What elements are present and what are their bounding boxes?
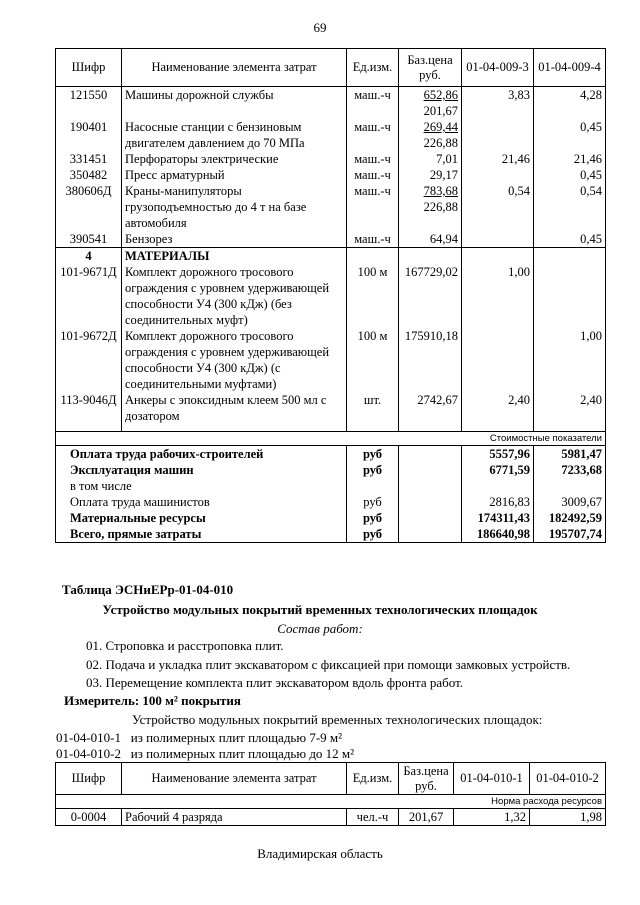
name-cell: Краны-манипуляторы грузоподъемностью до 4 т на базе автомобиля: [122, 183, 347, 231]
empty-cell: [399, 248, 462, 265]
value-cell-a: [462, 231, 534, 248]
value-cell-a: 2,40: [462, 392, 534, 424]
value-cell-b: 2,40: [534, 392, 606, 424]
unit-cell: маш.-ч: [347, 167, 399, 183]
code-cell: 101-9672Д: [56, 328, 122, 392]
summary-row: [56, 445, 606, 462]
unit-cell: шт.: [347, 392, 399, 424]
name-cell: Машины дорожной службы: [122, 87, 347, 120]
value-cell-a: 2816,83: [462, 494, 534, 510]
value-cell-a: 21,46: [462, 151, 534, 167]
base-price-cell: 2742,67: [399, 392, 462, 424]
value-cell-b: [534, 478, 606, 494]
measure-label: Измеритель: 100 м² покрытия: [64, 693, 241, 708]
base-price-secondary: 226,88: [423, 200, 458, 214]
header-name: Наименование элемента затрат: [122, 49, 347, 87]
value-cell-a: 0,54: [462, 183, 534, 231]
unit-cell: маш.-ч: [347, 87, 399, 120]
empty-cell: [534, 248, 606, 265]
header-unit: Ед.изм.: [347, 763, 399, 795]
header-col-a: 01-04-010-1: [454, 763, 530, 795]
value-cell-a: 1,32: [454, 809, 530, 826]
value-cell-b: 0,45: [534, 167, 606, 183]
header-code: Шифр: [56, 763, 122, 795]
section-name: МАТЕРИАЛЫ: [122, 248, 347, 265]
header-code: Шифр: [56, 49, 122, 87]
value-cell-b: 1,00: [534, 328, 606, 392]
empty-cell: [56, 424, 122, 431]
base-price: 269,44: [423, 120, 458, 134]
summary-row: [56, 494, 606, 510]
cost-indicators-label: Стоимостные показатели: [56, 431, 606, 445]
table-row: [56, 119, 606, 151]
name-cell: Рабочий 4 разряда: [122, 809, 347, 826]
name-cell: Комплект дорожного тросового ограждения с уровнем удерживающей способности У4 (300 кДж) (с соединительными муфтами): [122, 328, 347, 392]
empty-cell: [462, 424, 534, 431]
value-cell-a: [462, 119, 534, 151]
cost-indicators-row: [56, 431, 606, 445]
name-cell: Пресс арматурный: [122, 167, 347, 183]
unit-cell: [347, 478, 399, 494]
value-cell-a: 174311,43: [462, 510, 534, 526]
table-row: [56, 151, 606, 167]
empty-cell: [347, 424, 399, 431]
value-cell-b: 0,54: [534, 183, 606, 231]
code-cell: 190401: [56, 119, 122, 151]
base-price-cell: 29,17: [399, 167, 462, 183]
unit-cell: руб: [347, 462, 399, 478]
summary-row: [56, 462, 606, 478]
name-cell: Перфораторы электрические: [122, 151, 347, 167]
value-cell-b: [534, 264, 606, 328]
value-cell-a: 186640,98: [462, 526, 534, 543]
code-cell: 390541: [56, 231, 122, 248]
table-row: [56, 392, 606, 424]
base-price: 783,68: [423, 184, 458, 198]
variant-text: из полимерных плит площадью до 12 м²: [130, 746, 355, 761]
table-body: [56, 87, 606, 543]
norm-row: [56, 795, 606, 809]
value-cell-b: 1,98: [530, 809, 606, 826]
base-price-secondary: 226,88: [423, 136, 458, 150]
spacer-row: [56, 424, 606, 431]
value-cell-a: [462, 328, 534, 392]
name-cell: Анкеры с эпоксидным клеем 500 мл с дозатором: [122, 392, 347, 424]
value-cell-b: 7233,68: [534, 462, 606, 478]
work-step: 02. Подача и укладка плит экскаватором с фиксацией при помощи замковых устройств.: [86, 657, 571, 672]
value-cell-b: 3009,67: [534, 494, 606, 510]
base-price-cell: 167729,02: [399, 264, 462, 328]
empty-cell: [462, 248, 534, 265]
table-row: [56, 183, 606, 231]
value-cell-a: 3,83: [462, 87, 534, 120]
summary-label: Материальные ресурсы: [56, 510, 347, 526]
work-composition-heading: Состав работ:: [277, 621, 363, 636]
unit-cell: маш.-ч: [347, 183, 399, 231]
empty-cell: [122, 424, 347, 431]
value-cell-b: 0,45: [534, 231, 606, 248]
header-col-b: 01-04-010-2: [530, 763, 606, 795]
table-row: [56, 809, 606, 826]
header-col-a: 01-04-009-3: [462, 49, 534, 87]
summary-label: Эксплуатация машин: [56, 462, 347, 478]
work-step: 01. Строповка и расстроповка плит.: [86, 638, 284, 653]
name-cell: Насосные станции с бензиновым двигателем давлением до 70 МПа: [122, 119, 347, 151]
variant-row: [56, 730, 342, 746]
summary-label: Всего, прямые затраты: [56, 526, 347, 543]
value-cell-a: [462, 167, 534, 183]
empty-cell: [399, 494, 462, 510]
base-price-cell: [399, 119, 462, 151]
empty-cell: [534, 424, 606, 431]
variant-text: из полимерных плит площадью 7-9 м²: [130, 730, 343, 745]
base-price: 652,86: [423, 88, 458, 102]
code-cell: 0-0004: [56, 809, 122, 826]
summary-label: Оплата труда машинистов: [56, 494, 347, 510]
value-cell-a: 6771,59: [462, 462, 534, 478]
variant-row: [56, 746, 354, 762]
empty-cell: [399, 526, 462, 543]
empty-cell: [399, 478, 462, 494]
code-cell: 113-9046Д: [56, 392, 122, 424]
value-cell-b: 182492,59: [534, 510, 606, 526]
unit-cell: руб: [347, 510, 399, 526]
code-cell: 101-9671Д: [56, 264, 122, 328]
value-cell-a: 1,00: [462, 264, 534, 328]
empty-cell: [399, 424, 462, 431]
base-price-cell: 175910,18: [399, 328, 462, 392]
resource-table-01-04-009: [55, 48, 606, 543]
unit-cell: маш.-ч: [347, 231, 399, 248]
variant-code: 01-04-010-1: [56, 730, 121, 745]
norm-label: Норма расхода ресурсов: [56, 795, 606, 809]
code-cell: 350482: [56, 167, 122, 183]
table-row: [56, 167, 606, 183]
unit-cell: руб: [347, 494, 399, 510]
work-step: 03. Перемещение комплекта плит экскаватором вдоль фронта работ.: [86, 675, 464, 690]
unit-cell: 100 м: [347, 264, 399, 328]
value-cell-a: 5557,96: [462, 445, 534, 462]
base-price-cell: [399, 87, 462, 120]
unit-cell: руб: [347, 526, 399, 543]
table-body: [56, 795, 606, 826]
header-base-price: Баз.цена руб.: [399, 49, 462, 87]
value-cell-b: 21,46: [534, 151, 606, 167]
base-price-cell: 7,01: [399, 151, 462, 167]
table-label: Таблица ЭСНиЕРр-01-04-010: [62, 582, 234, 597]
table-row: [56, 231, 606, 248]
unit-cell: маш.-ч: [347, 119, 399, 151]
base-price-cell: 64,94: [399, 231, 462, 248]
empty-cell: [399, 462, 462, 478]
empty-cell: [399, 510, 462, 526]
summary-row: [56, 478, 606, 494]
footer-region: Владимирская область: [257, 846, 383, 861]
name-cell: Бензорез: [122, 231, 347, 248]
empty-cell: [347, 248, 399, 265]
base-price-cell: [399, 183, 462, 231]
summary-label: в том числе: [56, 478, 347, 494]
summary-label: Оплата труда рабочих-строителей: [56, 445, 347, 462]
resource-table-01-04-010: [55, 762, 606, 826]
empty-cell: [399, 445, 462, 462]
table-row: [56, 264, 606, 328]
section-code: 4: [56, 248, 122, 265]
name-cell: Комплект дорожного тросового ограждения с уровнем удерживающей способности У4 (300 кДж) (без соединительных муфт): [122, 264, 347, 328]
unit-cell: руб: [347, 445, 399, 462]
unit-cell: чел.-ч: [347, 809, 399, 826]
header-col-b: 01-04-009-4: [534, 49, 606, 87]
header-unit: Ед.изм.: [347, 49, 399, 87]
base-price-cell: 201,67: [399, 809, 454, 826]
table-row: [56, 328, 606, 392]
measure-title: Устройство модульных покрытий временных технологических площадок:: [132, 712, 543, 727]
value-cell-b: 195707,74: [534, 526, 606, 543]
unit-cell: 100 м: [347, 328, 399, 392]
section-title: Устройство модульных покрытий временных технологических площадок: [102, 602, 538, 617]
value-cell-b: 0,45: [534, 119, 606, 151]
summary-row: [56, 510, 606, 526]
header-name: Наименование элемента затрат: [122, 763, 347, 795]
section-row: [56, 248, 606, 265]
header-base-price: Баз.цена руб.: [399, 763, 454, 795]
value-cell-a: [462, 478, 534, 494]
value-cell-b: 5981,47: [534, 445, 606, 462]
base-price-secondary: 201,67: [423, 104, 458, 118]
code-cell: 331451: [56, 151, 122, 167]
table-row: [56, 87, 606, 120]
code-cell: 121550: [56, 87, 122, 120]
variant-code: 01-04-010-2: [56, 746, 121, 761]
value-cell-b: 4,28: [534, 87, 606, 120]
page-number: 69: [313, 20, 327, 35]
code-cell: 380606Д: [56, 183, 122, 231]
unit-cell: маш.-ч: [347, 151, 399, 167]
summary-row: [56, 526, 606, 543]
